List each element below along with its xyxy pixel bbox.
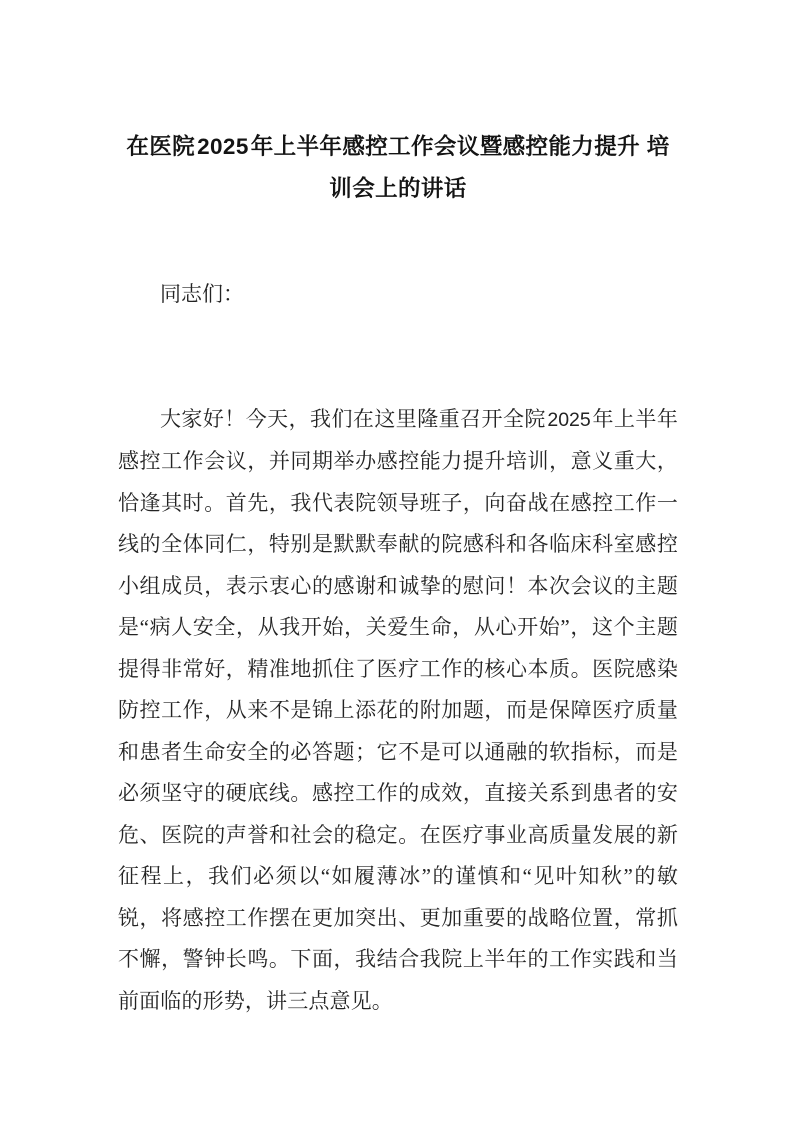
paragraph-text-after-year: 年上半年感控工作会议，并同期举办感控能力提升培训，意义重大，恰逢其时。首先，我代表院领导班子，向奋战在感控工作一线的全体同仁，特别是默默奉献的院感科和各临床科室感控小组成员，表示衷心的感谢和诚挚的慰问！本次会议的主题是“病人安全，从我开始，关爱生命，从心开始”，这个主题提得非常好，精准地抓住了医疗工作的核心本质。医院感染防控工作，从来不是锦上添花的附加题，而是保障医疗质量和患者生命安全的必答题；它不是可以通融的软指标，而是必须坚守的硬底线。感控工作的成效，直接关系到患者的安危、医院的声誉和社会的稳定。在医疗事业高质量发展的新征程上，我们必须以“如履薄冰”的谨慎和“见叶知秋”的敏锐，将感控工作摆在更加突出、更加重要的战略位置，常抓不懈，警钟长鸣。下面，我结合我院上半年的工作实践和当前面临的形势，讲三点意见。 — [118, 406, 678, 1013]
title-text-after-year: 年上半年感控工作会议暨感控能力提升 — [250, 134, 641, 159]
salutation: 同志们： — [160, 282, 244, 306]
paragraph-year: 2025 — [547, 408, 591, 431]
title-year: 2025 — [197, 134, 249, 159]
paragraph-text-before-year: 大家好！今天，我们在这里隆重召开全院 — [160, 406, 546, 431]
document-content-column — [118, 0, 678, 1022]
title-line-2: 培训会上的讲话 — [329, 134, 670, 201]
page-title — [118, 0, 678, 210]
title-text-before-year: 在医院 — [126, 134, 196, 159]
opening-paragraph — [118, 399, 678, 1023]
document-body — [118, 274, 678, 1022]
paragraph-spacer — [118, 357, 678, 399]
